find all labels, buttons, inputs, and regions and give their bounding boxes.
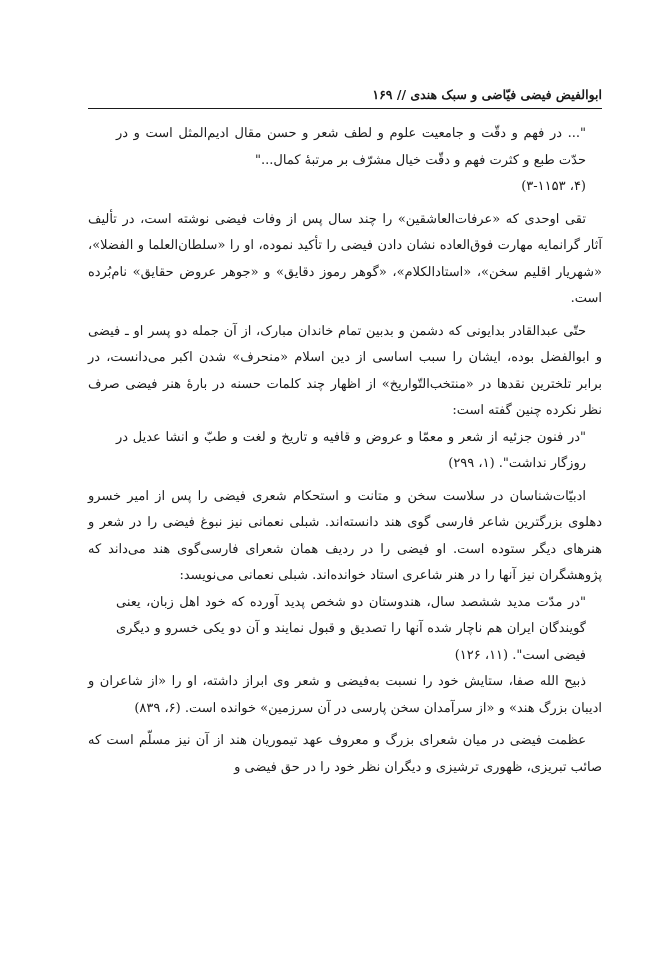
quote-block (116, 121, 586, 201)
quote-block: "در فنون جزئیه از شعر و معمّا و عروض و قافیه و تاریخ و لغت و طبّ و انشا عدیل در روزگار نداشت". (۱، ۲۹۹) (116, 429, 586, 471)
page-body (88, 121, 602, 781)
paragraph: عظمت فیضی در میان شعرای بزرگ و معروف عهد تیموریان هند از آن نیز مسلّم است که صائب تبریزی، ظهوری ترشیزی و دیگران نظر خود را در حق فیضی و (88, 733, 602, 775)
quote-citation: (۴، ۳-۱۱۵۳) (521, 179, 586, 194)
running-header: ابوالفیض فیضی فیّاضی و سبک هندی // ۱۶۹ (372, 87, 602, 102)
paragraph: ذبیح الله صفا، ستایش خود را نسبت به‌فیضی و شعر وی ابراز داشته، او را «از شاعران و ادیبان بزرگ هند» و «از سرآمدان سخن پارسی در آن سرزمین» خوانده است. (۶، ۸۳۹) (88, 674, 602, 716)
paragraph: حتّی عبدالقادر بدایونی که دشمن و بدبین تمام خاندان مبارک، از آن جمله دو پسر او ـ فیضی و ابوالفضل بوده، ایشان را سبب اساسی از دین اسلام «منحرف» شدن اکبر می‌دانست، در برابر تلخترین نقدها در «منتخب‌التّواریخ» از اظهار چند کلمات حسنه در بارهٔ هنر فیضی صرف نظر نکرده چنین گفته است: (88, 323, 602, 418)
paragraph: تقی اوحدی که «عرفات‌العاشقین» را چند سال پس از وفات فیضی نوشته است، در تألیف آثار گرانمایه مهارت فوق‌العاده نشان دادن فیضی را تأکید نموده، او را «سلطان‌العلما و الفضلا»، «شهریار اقلیم سخن»، «استادالکلام»، «گوهر رموز دقایق» و «جوهر عروض حقایق» نام‌بُرده است. (88, 211, 602, 306)
quote-text: "... در فهم و دقّت و جامعیت علوم و لطف شعر و حسن مقال ادیم‌المثل است و در حدّت طبع و کثرت فهم و دقّت خیال مشرّف بر مرتبهٔ کمال..." (116, 126, 586, 168)
paragraph: ادبیّات‌شناسان در سلاست سخن و متانت و استحکام شعری فیضی را پس از امیر خسرو دهلوی بزرگترین شاعر فارسی گوی هند دانسته‌اند. شبلی نعمانی نیز نبوغ فیضی را در شعر و هنرهای دیگر ستوده است. او فیضی را در ردیف همان شعرای فارسی‌گوی هند می‌داند که پژوهشگران نیز آنها را در هنر شاعری استاد خوانده‌اند. شبلی نعمانی می‌نویسد: (88, 488, 602, 583)
header-rule (88, 108, 602, 109)
quote-block: "در مدّت مدید ششصد سال، هندوستان دو شخص پدید آورده که خود اهل زبان، یعنی گویندگان ایران هم ناچار شده آنها را تصدیق و قبول نمایند و آن دو یکی خسرو و دیگری فیضی است". (۱۱، ۱۲۶) (116, 594, 586, 663)
